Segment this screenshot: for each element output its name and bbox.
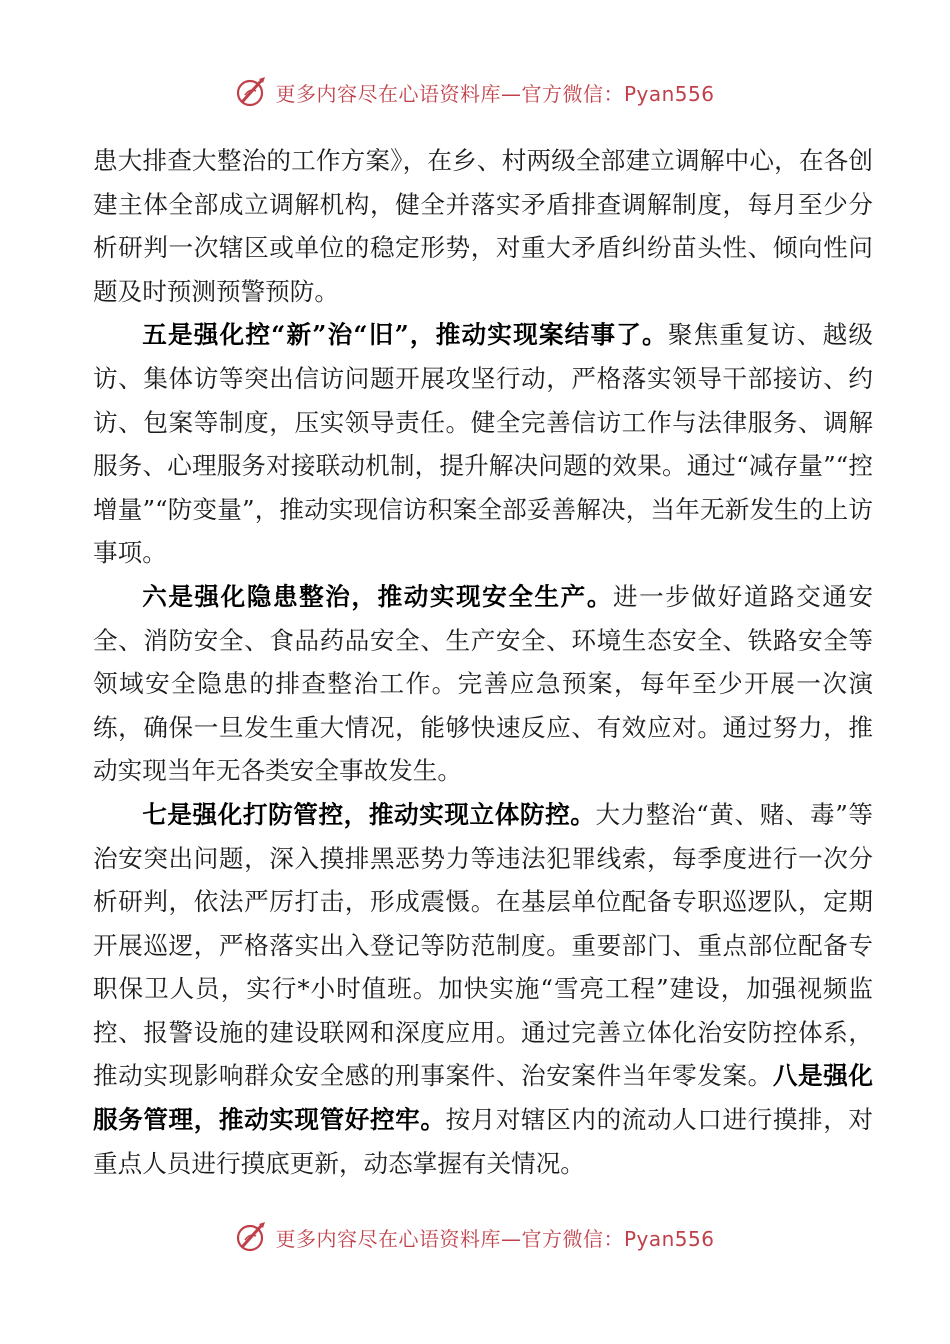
watermark-text: 更多内容尽在心语资料库—官方微信：Pyan556 [275, 1226, 715, 1251]
paragraph-heading-2: 八是强化服务管理，推动实现管好控牢。 [93, 1061, 873, 1135]
paragraph-text: 聚焦重复访、越级访、集体访等突出信访问题开展攻坚行动，严格落实领导干部接访、约访、包案等制度，压实领导责任。健全完善信访工作与法律服务、调解服务、心理服务对接联动机制，提升解决问题的效果。通过“减存量”“控增量”“防变量”，推动实现信访积案全部妥善解决，当年无新发生的上访事项。 [93, 320, 873, 568]
paragraph-text: 进一步做好道路交通安全、消防安全、食品药品安全、生产安全、环境生态安全、铁路安全等领域安全隐患的排查整治工作。完善应急预案，每年至少开展一次演练，确保一旦发生重大情况，能够快速反应、有效应对。通过努力，推动实现当年无各类安全事故发生。 [93, 581, 873, 786]
pen-circle-logo-icon [235, 75, 269, 109]
pen-circle-logo-icon [235, 1220, 269, 1254]
paragraph-heading: 五是强化控“新”治“旧”，推动实现案结事了。 [142, 320, 668, 350]
paragraph-heading: 六是强化隐患整治，推动实现安全生产。 [142, 581, 613, 611]
header-watermark [0, 72, 950, 112]
paragraph-text: 大力整治“黄、赌、毒”等治安突出问题，深入摸排黑恶势力等违法犯罪线索，每季度进行一次分析研判，依法严厉打击，形成震慑。在基层单位配备专职巡逻队，定期开展巡逻，严格落实出入登记等防范制度。重要部门、重点部位配备专职保卫人员，实行*小时值班。加快实施“雪亮工程”建设，加强视频监控、报警设施的建设联网和深度应用。通过完善立体化治安防控体系，推动实现影响群众安全感的刑事案件、治安案件当年零发案。 [93, 799, 873, 1091]
paragraph-text-2: 按月对辖区内的流动人口进行摸排，对重点人员进行摸底更新，动态掌握有关情况。 [93, 1105, 873, 1178]
paragraph-text: 患大排查大整治的工作方案》，在乡、村两级全部建立调解中心，在各创建主体全部成立调解机构，健全并落实矛盾排查调解制度，每月至少分析研判一次辖区或单位的稳定形势，对重大矛盾纠纷苗头性、倾向性问题及时预测预警预防。 [93, 146, 873, 306]
paragraph-heading: 七是强化打防管控，推动实现立体防控。 [142, 799, 596, 829]
paragraph-1 [93, 139, 873, 313]
watermark-text: 更多内容尽在心语资料库—官方微信：Pyan556 [275, 81, 715, 106]
paragraph-3 [93, 575, 873, 793]
paragraph-2 [93, 313, 873, 575]
footer-watermark [0, 1217, 950, 1257]
paragraph-4 [93, 793, 873, 1185]
document-body [93, 139, 873, 1185]
